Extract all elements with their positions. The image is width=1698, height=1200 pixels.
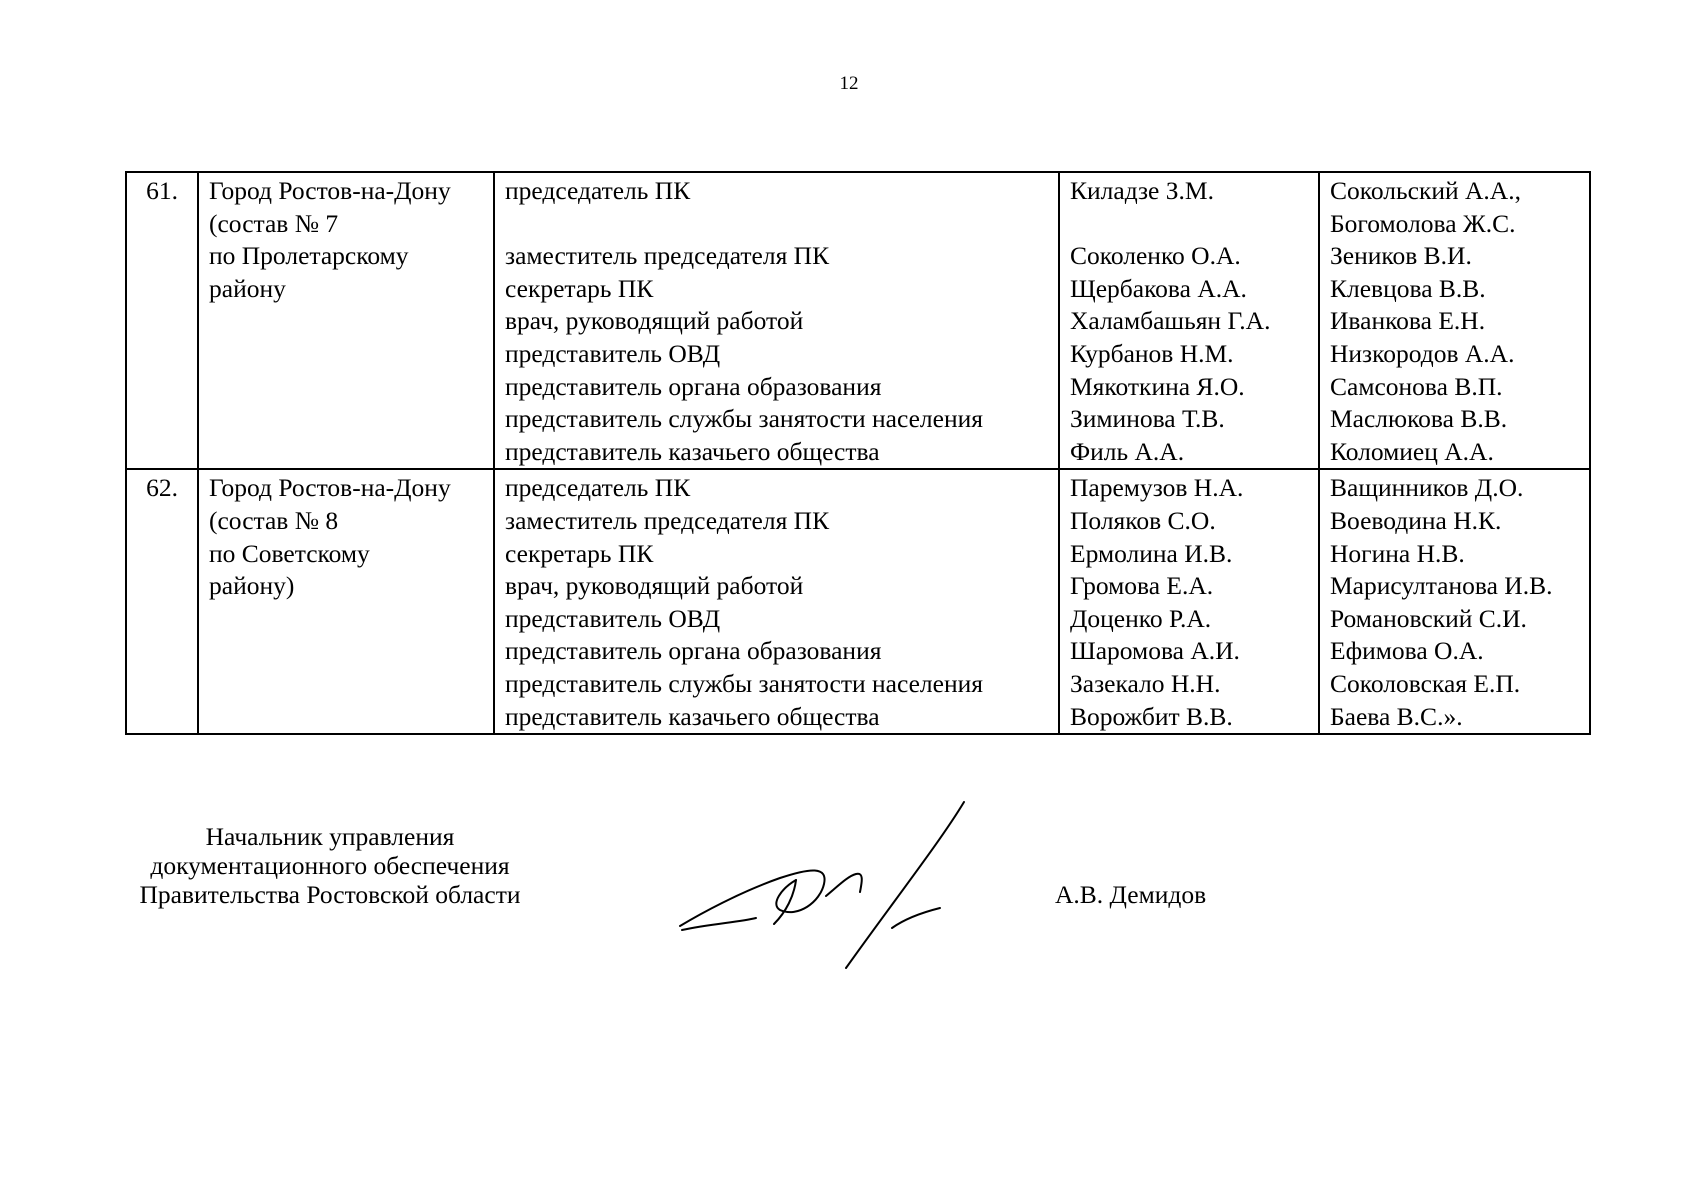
territory-line: району) xyxy=(209,571,295,601)
position-line: представитель казачьего общества xyxy=(505,436,880,466)
signer-name: А.В. Демидов xyxy=(1055,880,1207,909)
position-line: председатель ПК xyxy=(505,473,691,503)
position-line: представитель органа образования xyxy=(505,636,882,666)
reserve-line: Клевцова В.В. xyxy=(1330,273,1486,303)
member-line: Филь А.А. xyxy=(1070,436,1185,466)
member-line: Соколенко О.А. xyxy=(1070,241,1241,271)
position-line xyxy=(505,208,1048,241)
table-row xyxy=(126,469,1590,734)
signer-title-line: документационного обеспечения xyxy=(150,851,510,880)
territory-line: по Советскому xyxy=(209,538,370,568)
position-line: представитель органа образования xyxy=(505,371,882,401)
territory-line: по Пролетарскому xyxy=(209,241,409,271)
handwritten-signature xyxy=(670,800,970,970)
member-line: Доценко Р.А. xyxy=(1070,603,1212,633)
reserve-line: Баева В.С.». xyxy=(1330,701,1463,731)
signer-title-line: Правительства Ростовской области xyxy=(139,880,521,909)
position-line: представитель службы занятости населения xyxy=(505,668,983,698)
reserve-line: Иванкова Е.Н. xyxy=(1330,306,1486,336)
reserve-cell xyxy=(1319,469,1590,734)
reserve-line: Ногина Н.В. xyxy=(1330,538,1465,568)
member-line: Мякоткина Я.О. xyxy=(1070,371,1245,401)
signer-title-line: Начальник управления xyxy=(205,822,455,851)
reserve-line: Зеников В.И. xyxy=(1330,241,1472,271)
member-line: Щербакова А.А. xyxy=(1070,273,1247,303)
territory-cell xyxy=(198,172,494,469)
position-line: врач, руководящий работой xyxy=(505,306,804,336)
member-line: Паремузов Н.А. xyxy=(1070,473,1244,503)
member-line: Ворожбит В.В. xyxy=(1070,701,1233,731)
position-cell xyxy=(494,469,1059,734)
reserve-cell xyxy=(1319,172,1590,469)
member-line: Зазекало Н.Н. xyxy=(1070,668,1221,698)
commission-table xyxy=(125,171,1591,735)
member-line: Курбанов Н.М. xyxy=(1070,338,1234,368)
page-number: 12 xyxy=(839,73,859,94)
member-line: Зиминова Т.В. xyxy=(1070,404,1225,434)
row-number: 61. xyxy=(146,176,178,205)
territory-cell xyxy=(198,469,494,734)
signer-title-block xyxy=(100,822,560,909)
reserve-line: Романовский С.И. xyxy=(1330,603,1527,633)
reserve-line: Ефимова О.А. xyxy=(1330,636,1484,666)
position-line: заместитель председателя ПК xyxy=(505,241,830,271)
row-number-cell xyxy=(126,469,198,734)
row-number: 62. xyxy=(146,473,178,503)
territory-line: району xyxy=(209,273,286,303)
reserve-line: Коломиец А.А. xyxy=(1330,436,1494,466)
territory-line: Город Ростов-на-Дону xyxy=(209,176,451,205)
row-number-cell xyxy=(126,172,198,469)
member-line: Халамбашьян Г.А. xyxy=(1070,306,1271,336)
reserve-line: Соколовская Е.П. xyxy=(1330,668,1521,698)
position-line: председатель ПК xyxy=(505,176,691,205)
member-line: Поляков С.О. xyxy=(1070,505,1216,535)
member-line: Ермолина И.В. xyxy=(1070,538,1233,568)
position-line: представитель казачьего общества xyxy=(505,701,880,731)
reserve-line: Сокольский А.А., xyxy=(1330,176,1521,205)
territory-line: Город Ростов-на-Дону xyxy=(209,473,451,503)
reserve-line: Богомолова Ж.С. xyxy=(1330,208,1516,238)
reserve-line: Воеводина Н.К. xyxy=(1330,505,1502,535)
reserve-line: Маслюкова В.В. xyxy=(1330,404,1508,434)
member-line: Киладзе З.М. xyxy=(1070,176,1214,205)
member-cell xyxy=(1059,469,1319,734)
member-line: Громова Е.А. xyxy=(1070,571,1214,601)
position-line: представитель службы занятости населения xyxy=(505,404,983,434)
position-line: представитель ОВД xyxy=(505,603,721,633)
table-row xyxy=(126,172,1590,469)
territory-line: (состав № 7 xyxy=(209,208,339,238)
reserve-line: Марисултанова И.В. xyxy=(1330,571,1553,601)
reserve-line: Самсонова В.П. xyxy=(1330,371,1503,401)
position-line: заместитель председателя ПК xyxy=(505,505,830,535)
reserve-line: Ващинников Д.О. xyxy=(1330,473,1524,503)
position-cell xyxy=(494,172,1059,469)
position-line: секретарь ПК xyxy=(505,273,654,303)
reserve-line: Низкородов А.А. xyxy=(1330,338,1515,368)
position-line: секретарь ПК xyxy=(505,538,654,568)
member-line: Шаромова А.И. xyxy=(1070,636,1240,666)
position-line: врач, руководящий работой xyxy=(505,571,804,601)
position-line: представитель ОВД xyxy=(505,338,721,368)
territory-line: (состав № 8 xyxy=(209,505,339,535)
member-cell xyxy=(1059,172,1319,469)
member-line xyxy=(1070,208,1308,241)
